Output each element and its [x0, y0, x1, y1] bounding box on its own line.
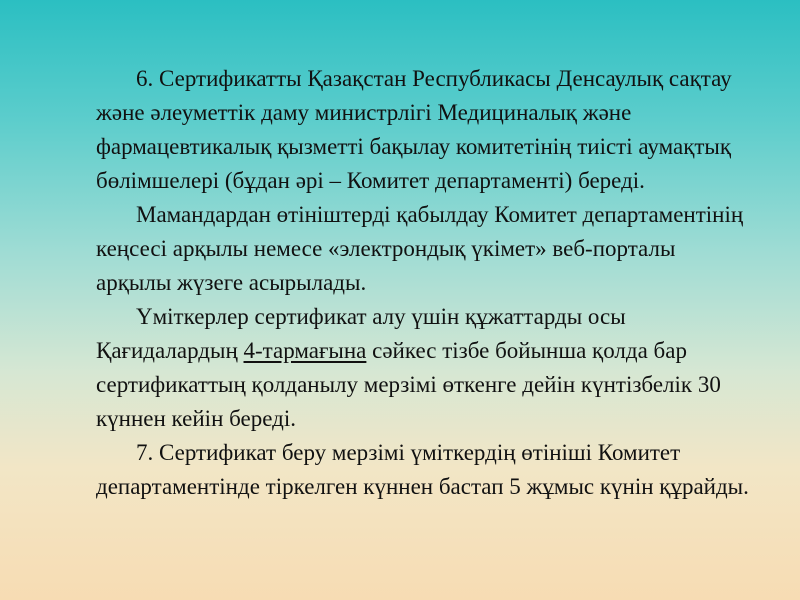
document-body [96, 62, 756, 504]
paragraph-documents-end: сәйкес тізбе бойынша қолда бар сертификаттың қолданылу мерзімі өткенге дейін күнтізбелік 30 күннен кейін береді. [96, 338, 721, 431]
paragraph-documents-start: Үміткерлер сертификат алу үшін құжаттарды осы Қағидалардың [96, 304, 626, 363]
paragraph-item-6: 6. Сертификатты Қазақстан Республикасы Денсаулық сақтау және әлеуметтік даму министрлігі Медициналық және фармацевтикалық қызметті бақылау комитетінің тиісті аумақтық бөлімшелері (бұдан әрі – Комитет департаменті) береді. [96, 66, 732, 193]
clause-4-link[interactable]: 4-тармағына [243, 338, 367, 363]
paragraph-documents [96, 300, 756, 436]
paragraph-item-7: 7. Сертификат беру мерзімі үміткердің өтініші Комитет департаментінде тіркелген күннен бастап 5 жұмыс күнін құрайды. [96, 440, 749, 499]
paragraph-applications: Мамандардан өтініштерді қабылдау Комитет департаментінің кеңсесі арқылы немесе «электрондық үкімет» веб-порталы арқылы жүзеге асырылады. [96, 202, 744, 295]
